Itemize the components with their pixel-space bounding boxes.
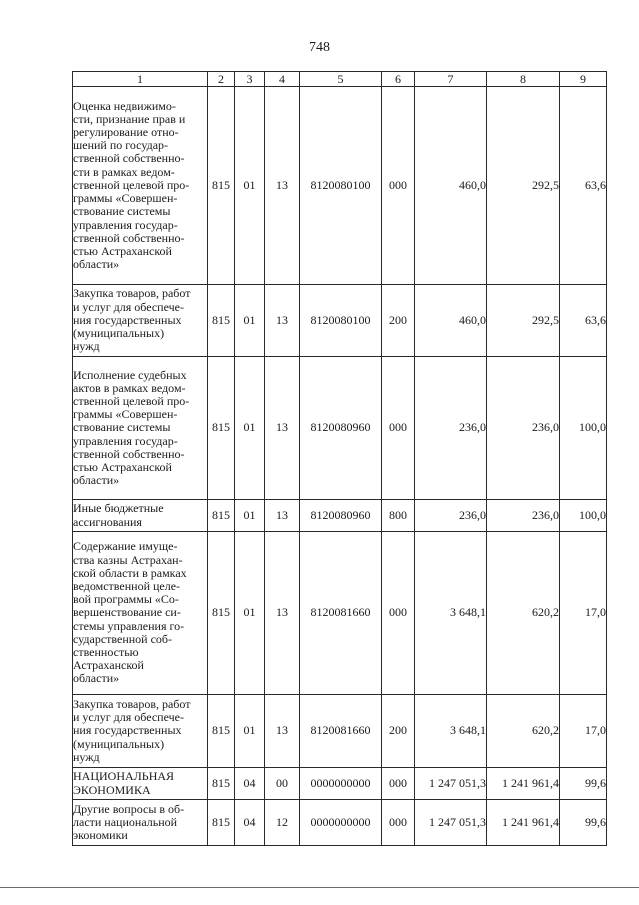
cell-section: 01: [235, 285, 265, 357]
cell-planned: 3 648,1: [415, 532, 487, 695]
cell-planned: 460,0: [415, 285, 487, 357]
cell-executed: 620,2: [487, 532, 560, 695]
cell-admin-code: 815: [208, 87, 235, 285]
cell-subsection: 13: [265, 87, 300, 285]
cell-executed: 236,0: [487, 500, 560, 532]
cell-target-article: 8120080960: [300, 500, 382, 532]
table-row: [73, 800, 607, 846]
table-row: [73, 768, 607, 800]
column-header: 7: [415, 72, 487, 87]
cell-expense-type: 000: [382, 357, 415, 500]
cell-expense-type: 200: [382, 695, 415, 768]
cell-subsection: 12: [265, 800, 300, 846]
cell-target-article: 8120080100: [300, 285, 382, 357]
cell-target-article: 8120080960: [300, 357, 382, 500]
cell-section: 01: [235, 695, 265, 768]
cell-subsection: 00: [265, 768, 300, 800]
cell-executed: 292,5: [487, 285, 560, 357]
column-header: 4: [265, 72, 300, 87]
column-header: 3: [235, 72, 265, 87]
cell-percent: 100,0: [560, 500, 607, 532]
cell-executed: 1 241 961,4: [487, 800, 560, 846]
cell-admin-code: 815: [208, 285, 235, 357]
cell-planned: 1 247 051,3: [415, 800, 487, 846]
cell-admin-code: 815: [208, 500, 235, 532]
row-description: Закупка товаров, работ и услуг для обеспече- ния государственных (муниципальных) нужд: [73, 285, 208, 357]
cell-expense-type: 000: [382, 800, 415, 846]
cell-admin-code: 815: [208, 800, 235, 846]
cell-expense-type: 000: [382, 87, 415, 285]
cell-percent: 99,6: [560, 800, 607, 846]
cell-section: 01: [235, 357, 265, 500]
table-row: [73, 532, 607, 695]
row-description: Исполнение судебных актов в рамках ведом- ственной целевой про- граммы «Совершен- ствование системы управления государ- ственной собственно- стью Астраханской области»: [73, 357, 208, 500]
cell-expense-type: 800: [382, 500, 415, 532]
cell-admin-code: 815: [208, 357, 235, 500]
cell-planned: 1 247 051,3: [415, 768, 487, 800]
page-bottom-rule: [0, 887, 639, 888]
table-row: [73, 500, 607, 532]
cell-subsection: 13: [265, 532, 300, 695]
cell-admin-code: 815: [208, 695, 235, 768]
table-header-row: [73, 72, 607, 87]
row-description: Оценка недвижимо- сти, признание прав и регулирование отно- шений по государ- ственной собственно- сти в рамках ведом- ственной целевой про- граммы «Совершен- ствование системы управления государ- ственной собственно- стью Астраханской области»: [73, 87, 208, 285]
row-description: НАЦИОНАЛЬНАЯ ЭКОНОМИКА: [73, 768, 208, 800]
table-row: [73, 285, 607, 357]
cell-section: 01: [235, 87, 265, 285]
cell-target-article: 0000000000: [300, 768, 382, 800]
table-row: [73, 87, 607, 285]
cell-planned: 3 648,1: [415, 695, 487, 768]
cell-admin-code: 815: [208, 768, 235, 800]
column-header: 9: [560, 72, 607, 87]
cell-percent: 63,6: [560, 87, 607, 285]
cell-executed: 236,0: [487, 357, 560, 500]
cell-executed: 620,2: [487, 695, 560, 768]
column-header: 5: [300, 72, 382, 87]
column-header: 8: [487, 72, 560, 87]
table-row: [73, 695, 607, 768]
cell-expense-type: 000: [382, 532, 415, 695]
cell-section: 01: [235, 500, 265, 532]
cell-section: 01: [235, 532, 265, 695]
cell-section: 04: [235, 800, 265, 846]
cell-percent: 17,0: [560, 695, 607, 768]
row-description: Содержание имуще- ства казны Астрахан- ской области в рамках ведомственной целе- вой программы «Со- вершенствование си- стемы управления го- сударственной соб- ственностью Астраханской области»: [73, 532, 208, 695]
cell-executed: 292,5: [487, 87, 560, 285]
cell-percent: 17,0: [560, 532, 607, 695]
column-header: 6: [382, 72, 415, 87]
cell-target-article: 0000000000: [300, 800, 382, 846]
cell-executed: 1 241 961,4: [487, 768, 560, 800]
row-description: Другие вопросы в об- ласти национальной экономики: [73, 800, 208, 846]
cell-expense-type: 000: [382, 768, 415, 800]
cell-subsection: 13: [265, 695, 300, 768]
cell-subsection: 13: [265, 285, 300, 357]
cell-expense-type: 200: [382, 285, 415, 357]
row-description: Иные бюджетные ассигнования: [73, 500, 208, 532]
column-header: 1: [73, 72, 208, 87]
table-row: [73, 357, 607, 500]
cell-planned: 460,0: [415, 87, 487, 285]
column-header: 2: [208, 72, 235, 87]
page-number: 748: [309, 40, 330, 55]
cell-percent: 100,0: [560, 357, 607, 500]
cell-section: 04: [235, 768, 265, 800]
cell-target-article: 8120081660: [300, 532, 382, 695]
cell-subsection: 13: [265, 357, 300, 500]
cell-percent: 99,6: [560, 768, 607, 800]
cell-planned: 236,0: [415, 500, 487, 532]
budget-table: [72, 71, 607, 846]
cell-percent: 63,6: [560, 285, 607, 357]
cell-planned: 236,0: [415, 357, 487, 500]
cell-admin-code: 815: [208, 532, 235, 695]
row-description: Закупка товаров, работ и услуг для обеспече- ния государственных (муниципальных) нужд: [73, 695, 208, 768]
cell-subsection: 13: [265, 500, 300, 532]
cell-target-article: 8120081660: [300, 695, 382, 768]
cell-target-article: 8120080100: [300, 87, 382, 285]
